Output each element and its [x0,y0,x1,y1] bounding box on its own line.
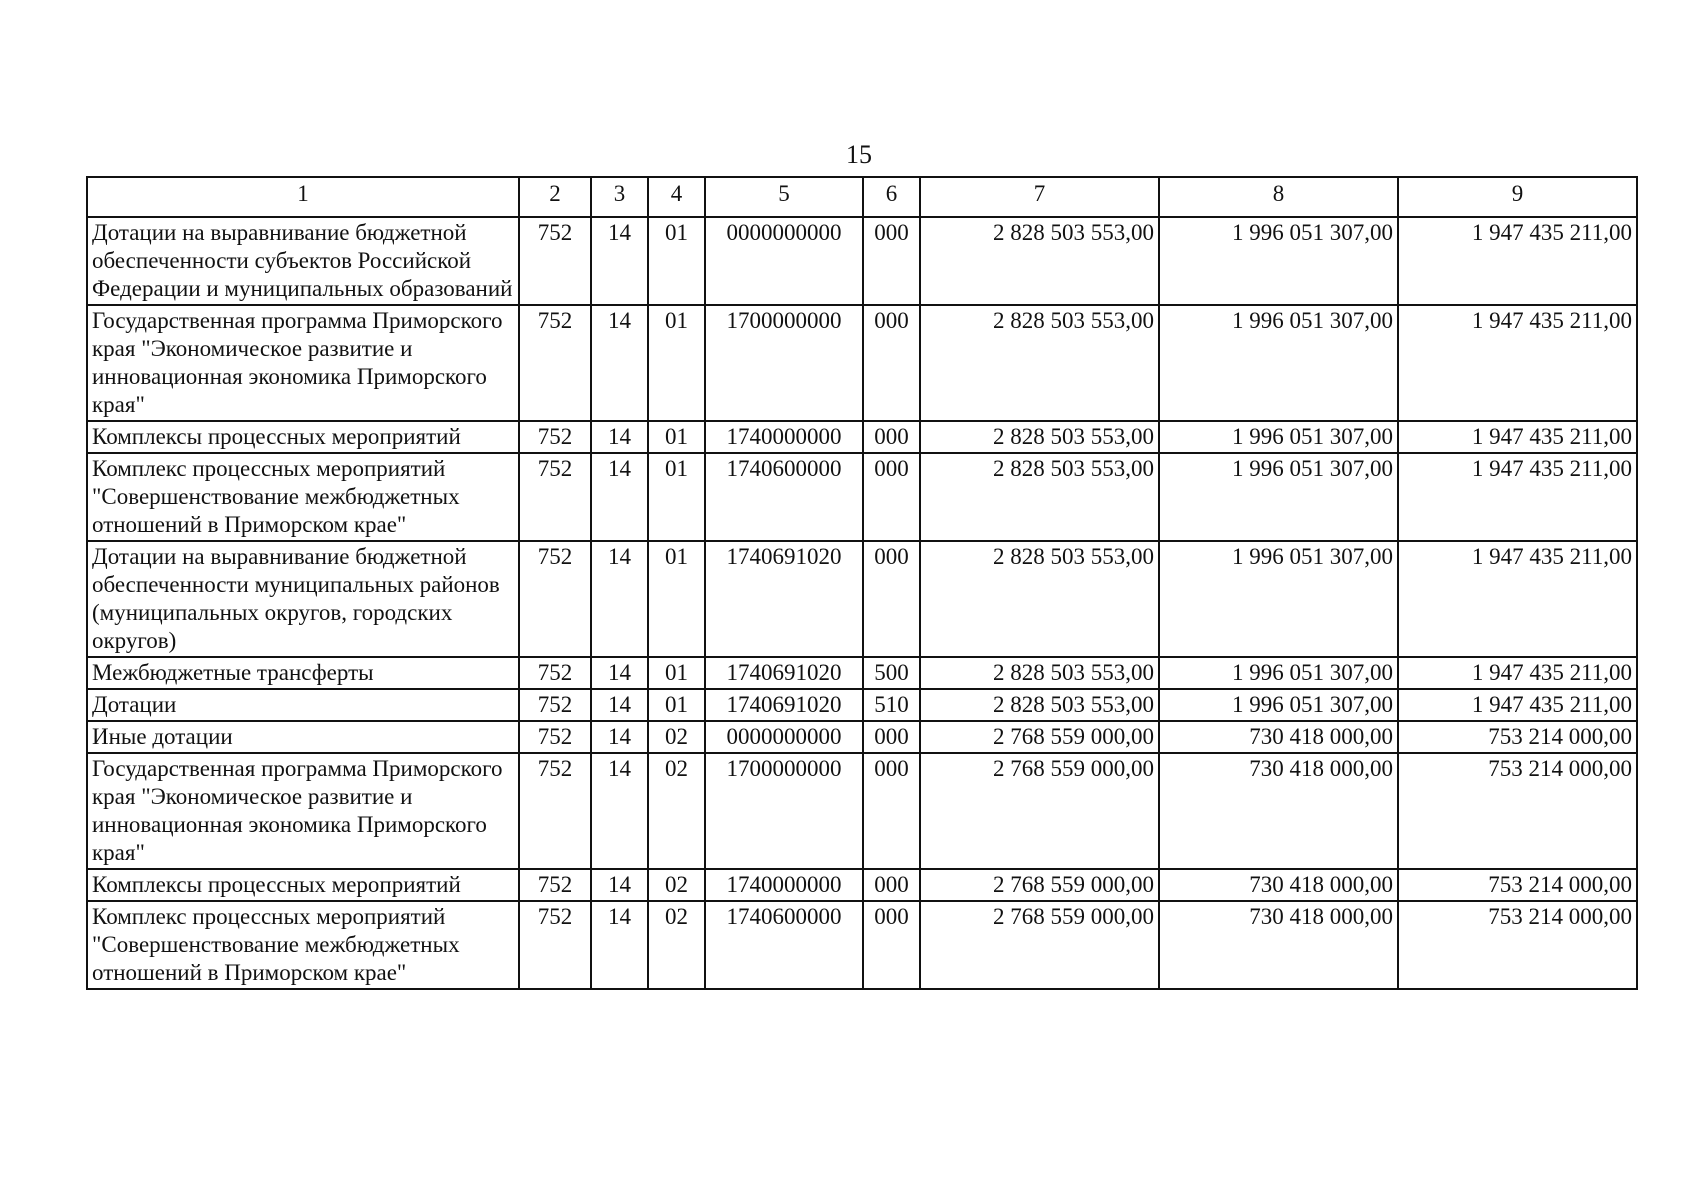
section-code: 14 [591,689,648,721]
amount-col8: 1 996 051 307,00 [1159,421,1398,453]
amount-col8: 1 996 051 307,00 [1159,305,1398,421]
expense-type-code: 000 [863,721,920,753]
row-name: Дотации на выравнивание бюджетной обеспеченности муниципальных районов (муниципальных округов, городских округов) [87,541,519,657]
table-row [87,217,1637,305]
amount-col9: 1 947 435 211,00 [1398,689,1637,721]
expense-type-code: 000 [863,901,920,989]
amount-col8: 1 996 051 307,00 [1159,217,1398,305]
section-code: 14 [591,305,648,421]
amount-col7: 2 828 503 553,00 [920,689,1159,721]
section-code: 14 [591,541,648,657]
row-name: Дотации [87,689,519,721]
amount-col8: 1 996 051 307,00 [1159,453,1398,541]
subsection-code: 02 [648,721,705,753]
amount-col9: 1 947 435 211,00 [1398,421,1637,453]
subsection-code: 01 [648,689,705,721]
expense-type-code: 510 [863,689,920,721]
table-row [87,753,1637,869]
table-row [87,453,1637,541]
amount-col9: 753 214 000,00 [1398,901,1637,989]
target-article-code: 1740600000 [705,901,863,989]
target-article-code: 1740691020 [705,541,863,657]
ministry-code: 752 [519,689,591,721]
table-row [87,901,1637,989]
expense-type-code: 000 [863,421,920,453]
amount-col8: 730 418 000,00 [1159,753,1398,869]
amount-col8: 1 996 051 307,00 [1159,541,1398,657]
header-cell: 8 [1159,177,1398,217]
subsection-code: 01 [648,541,705,657]
row-name: Комплексы процессных мероприятий [87,421,519,453]
subsection-code: 01 [648,421,705,453]
expense-type-code: 000 [863,305,920,421]
ministry-code: 752 [519,305,591,421]
amount-col8: 730 418 000,00 [1159,869,1398,901]
section-code: 14 [591,657,648,689]
ministry-code: 752 [519,657,591,689]
expense-type-code: 000 [863,541,920,657]
row-name: Комплексы процессных мероприятий [87,869,519,901]
header-cell: 1 [87,177,519,217]
subsection-code: 01 [648,453,705,541]
target-article-code: 1740691020 [705,657,863,689]
row-name: Государственная программа Приморского края "Экономическое развитие и инновационная экономика Приморского края" [87,753,519,869]
section-code: 14 [591,721,648,753]
header-cell: 3 [591,177,648,217]
subsection-code: 01 [648,305,705,421]
header-cell: 5 [705,177,863,217]
amount-col8: 730 418 000,00 [1159,721,1398,753]
row-name: Иные дотации [87,721,519,753]
expense-type-code: 000 [863,869,920,901]
header-cell: 9 [1398,177,1637,217]
expense-type-code: 000 [863,753,920,869]
row-name: Государственная программа Приморского края "Экономическое развитие и инновационная экономика Приморского края" [87,305,519,421]
ministry-code: 752 [519,541,591,657]
amount-col8: 1 996 051 307,00 [1159,657,1398,689]
amount-col7: 2 828 503 553,00 [920,541,1159,657]
subsection-code: 02 [648,753,705,869]
subsection-code: 02 [648,869,705,901]
amount-col7: 2 768 559 000,00 [920,869,1159,901]
target-article-code: 1700000000 [705,305,863,421]
amount-col7: 2 828 503 553,00 [920,453,1159,541]
section-code: 14 [591,421,648,453]
section-code: 14 [591,217,648,305]
header-cell: 7 [920,177,1159,217]
amount-col7: 2 828 503 553,00 [920,305,1159,421]
amount-col9: 753 214 000,00 [1398,753,1637,869]
table-row [87,541,1637,657]
amount-col7: 2 828 503 553,00 [920,657,1159,689]
amount-col9: 1 947 435 211,00 [1398,305,1637,421]
expense-type-code: 000 [863,217,920,305]
amount-col7: 2 768 559 000,00 [920,721,1159,753]
expense-type-code: 000 [863,453,920,541]
budget-table [86,176,1638,990]
row-name: Комплекс процессных мероприятий "Совершенствование межбюджетных отношений в Приморском крае" [87,901,519,989]
subsection-code: 01 [648,217,705,305]
header-cell: 4 [648,177,705,217]
amount-col9: 1 947 435 211,00 [1398,453,1637,541]
ministry-code: 752 [519,901,591,989]
subsection-code: 01 [648,657,705,689]
amount-col8: 1 996 051 307,00 [1159,689,1398,721]
header-cell: 6 [863,177,920,217]
target-article-code: 0000000000 [705,721,863,753]
table-row [87,689,1637,721]
amount-col9: 1 947 435 211,00 [1398,541,1637,657]
header-cell: 2 [519,177,591,217]
row-name: Дотации на выравнивание бюджетной обеспеченности субъектов Российской Федерации и муниципальных образований [87,217,519,305]
expense-type-code: 500 [863,657,920,689]
ministry-code: 752 [519,453,591,541]
header-row [87,177,1637,217]
amount-col9: 753 214 000,00 [1398,721,1637,753]
target-article-code: 1740691020 [705,689,863,721]
section-code: 14 [591,901,648,989]
amount-col7: 2 828 503 553,00 [920,217,1159,305]
ministry-code: 752 [519,869,591,901]
amount-col9: 753 214 000,00 [1398,869,1637,901]
target-article-code: 1740000000 [705,421,863,453]
section-code: 14 [591,753,648,869]
target-article-code: 1740000000 [705,869,863,901]
amount-col8: 730 418 000,00 [1159,901,1398,989]
ministry-code: 752 [519,753,591,869]
table-row [87,721,1637,753]
section-code: 14 [591,453,648,541]
table-row [87,305,1637,421]
ministry-code: 752 [519,721,591,753]
table-row [87,869,1637,901]
amount-col9: 1 947 435 211,00 [1398,657,1637,689]
row-name: Комплекс процессных мероприятий "Совершенствование межбюджетных отношений в Приморском крае" [87,453,519,541]
table-row [87,657,1637,689]
target-article-code: 1740600000 [705,453,863,541]
ministry-code: 752 [519,421,591,453]
amount-col7: 2 768 559 000,00 [920,901,1159,989]
target-article-code: 1700000000 [705,753,863,869]
target-article-code: 0000000000 [705,217,863,305]
amount-col9: 1 947 435 211,00 [1398,217,1637,305]
ministry-code: 752 [519,217,591,305]
table-row [87,421,1637,453]
subsection-code: 02 [648,901,705,989]
section-code: 14 [591,869,648,901]
amount-col7: 2 768 559 000,00 [920,753,1159,869]
page-number: 15 [846,140,872,169]
row-name: Межбюджетные трансферты [87,657,519,689]
amount-col7: 2 828 503 553,00 [920,421,1159,453]
